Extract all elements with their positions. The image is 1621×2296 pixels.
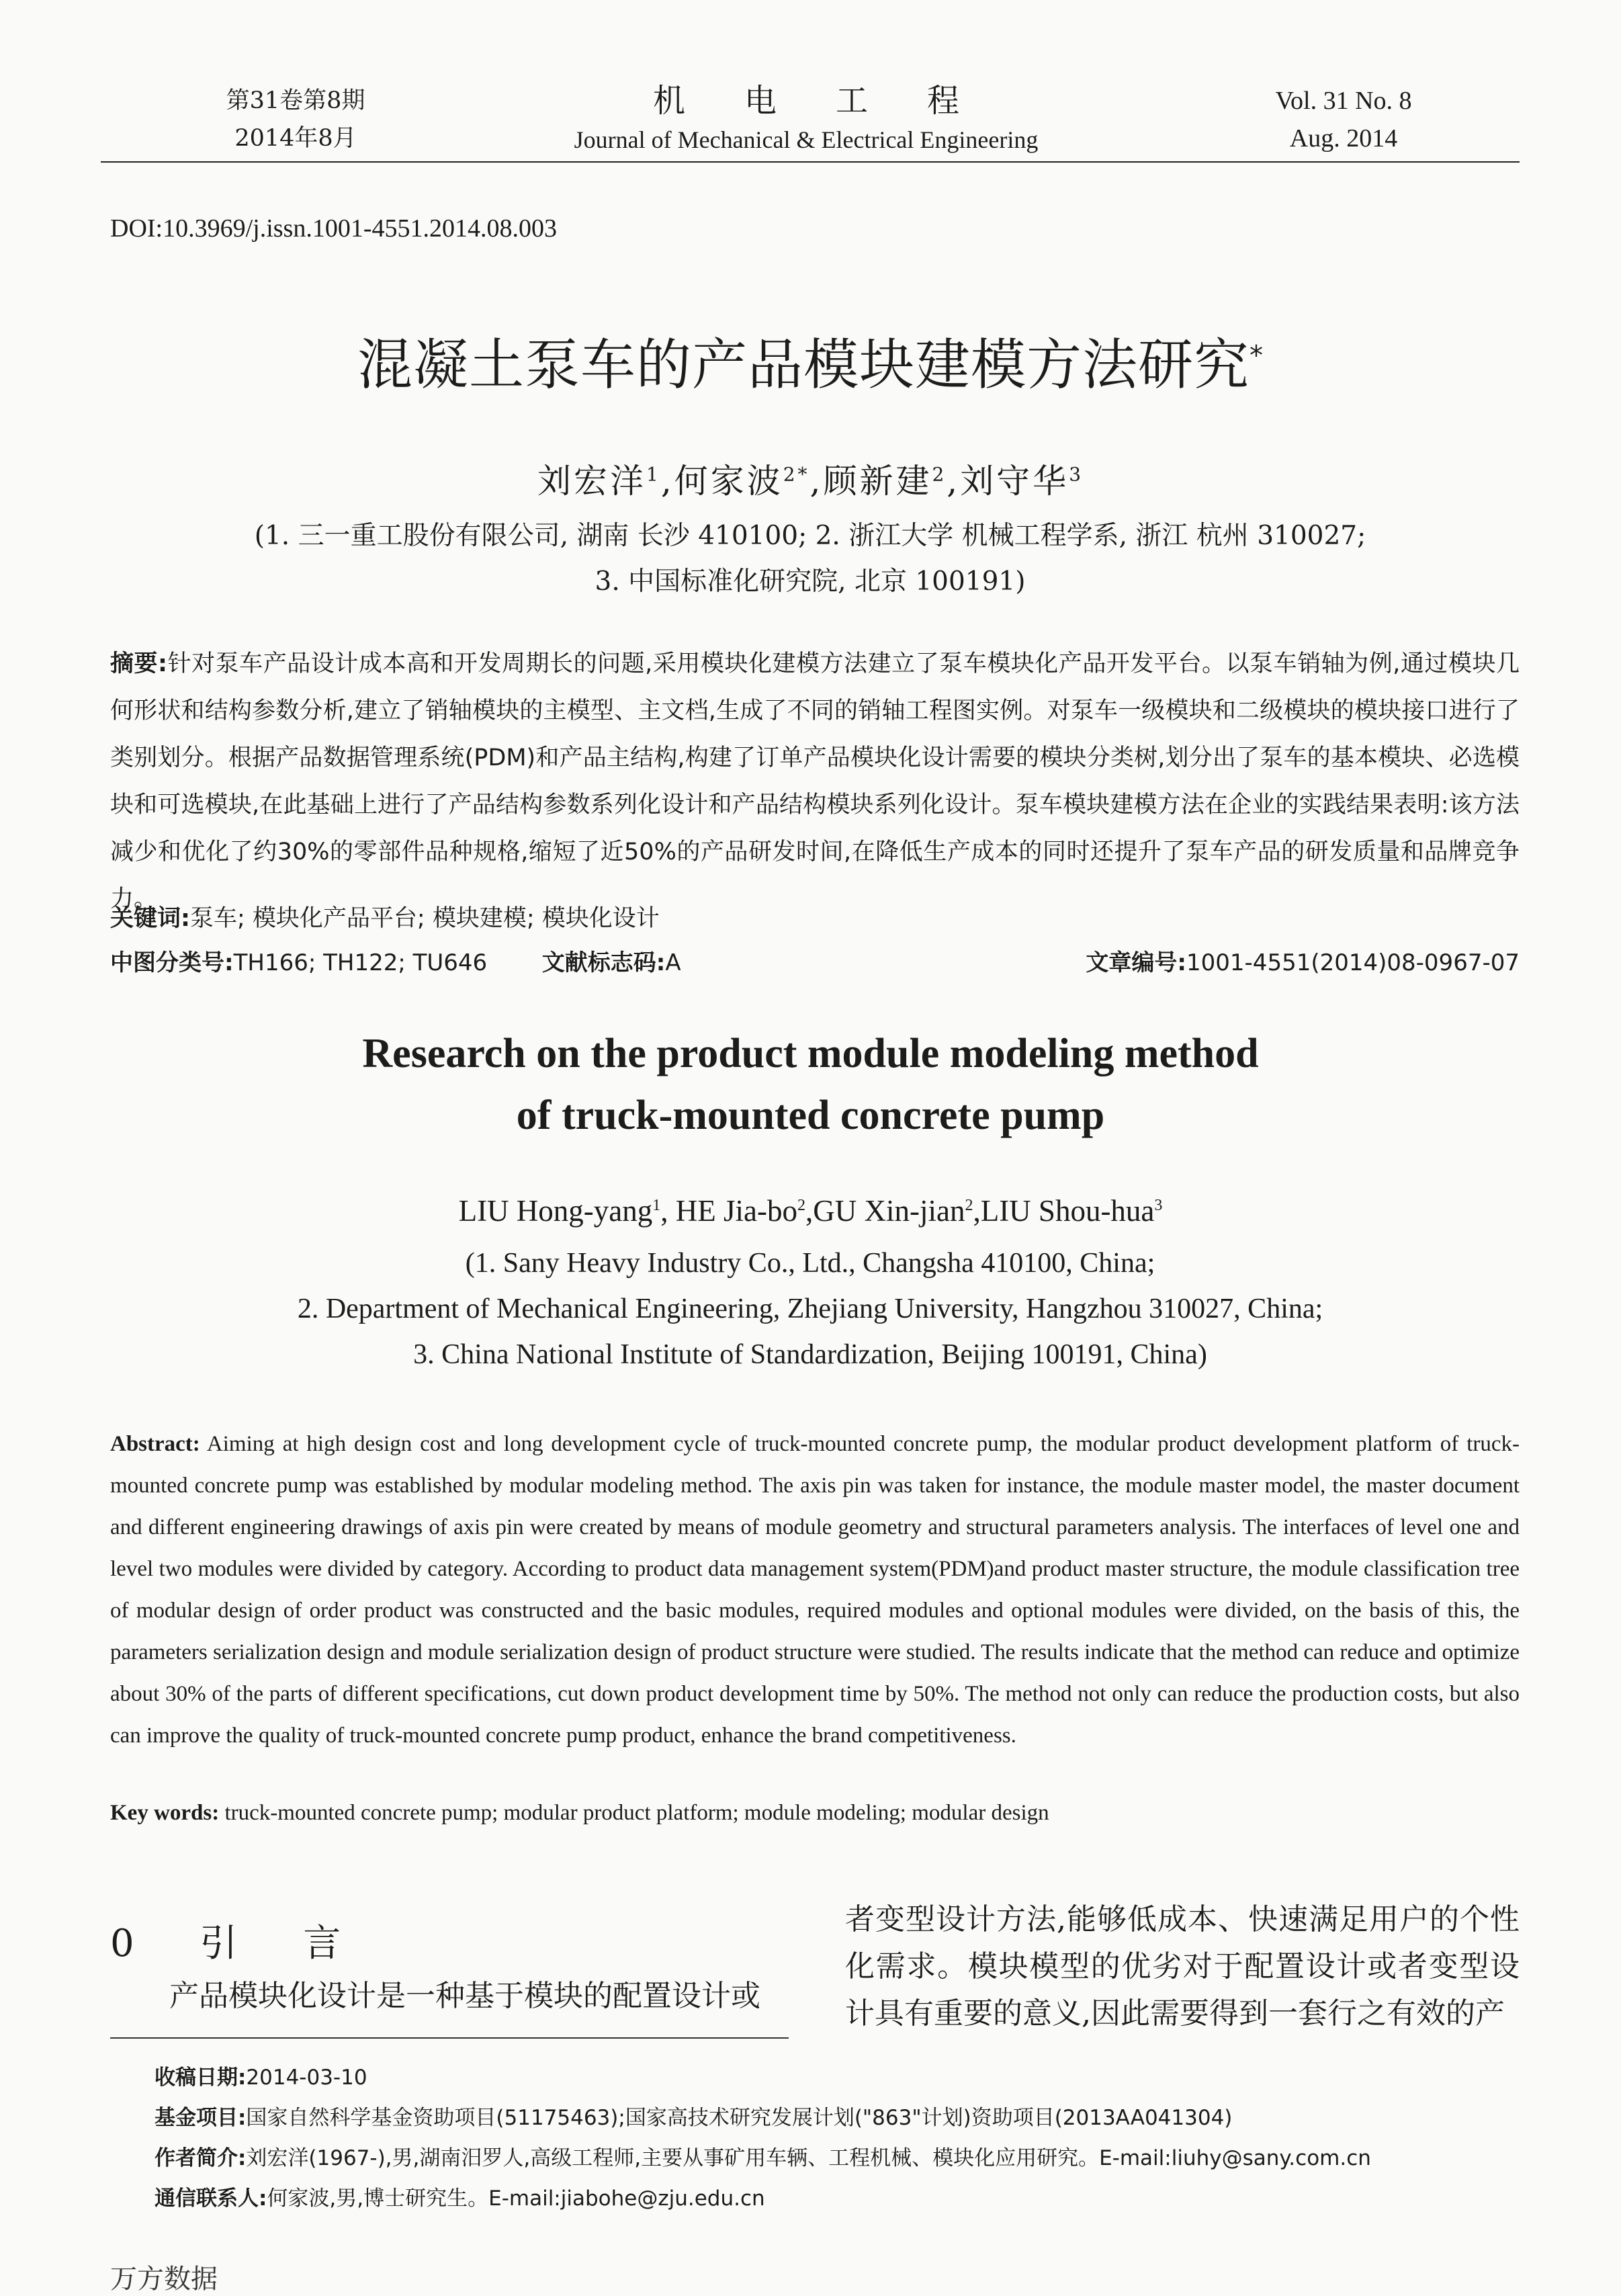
abstract-en: [110, 1423, 1520, 1756]
doc-code-value: A: [665, 949, 681, 976]
title-en-line: Research on the product module modeling method: [362, 1031, 1259, 1076]
affiliation-cn-line: (1. 三一重工股份有限公司, 湖南 长沙 410100; 2. 浙江大学 机械工程学系, 浙江 杭州 310027;: [254, 521, 1366, 551]
authors-en: [0, 1193, 1621, 1228]
footnote-received: [155, 2057, 1520, 2098]
author-sup: 2: [965, 1197, 973, 1214]
volume-issue-en: Vol. 31 No. 8: [1275, 87, 1412, 115]
footnote-fund: [155, 2098, 1520, 2138]
journal-name-cn: 机电工程: [652, 82, 1018, 120]
article-no-value: 1001-4551(2014)08-0967-07: [1186, 949, 1520, 976]
paper-title-cn: [0, 321, 1621, 400]
affiliation-cn-line: 3. 中国标准化研究院, 北京 100191): [595, 566, 1026, 597]
abstract-en-label: Abstract:: [110, 1432, 200, 1456]
watermark-text: 万方数据: [110, 2264, 218, 2295]
footnote-rule: [110, 2037, 789, 2039]
keywords-cn-text: 泵车; 模块化产品平台; 模块建模; 模块化设计: [190, 905, 660, 932]
journal-name: [470, 79, 1142, 157]
authors-cn: 刘宏洋$^1$,何家波$^{2*}$,顾新建$^2$,刘守华$^3$: [537, 462, 1084, 501]
fund-label: 基金项目:: [155, 2106, 247, 2130]
journal-name-en: Journal of Mechanical & Electrical Engineering: [574, 126, 1039, 153]
author-sup: 2: [932, 463, 947, 486]
contact-label: 通信联系人:: [155, 2186, 267, 2211]
body-text-right: 者变型设计方法,能够低成本、快速满足用户的个性化需求。模块模型的优劣对于配置设计或者变型设计具有重要的意义,因此需要得到一套行之有效的产: [845, 1902, 1520, 2031]
keywords-en-text: truck-mounted concrete pump; modular product platform; module modeling; modular design: [224, 1801, 1049, 1825]
author-cn: 何家波: [674, 462, 783, 501]
title-en-line: of truck-mounted concrete pump: [516, 1093, 1105, 1138]
article-no-label: 文章编号:: [1086, 949, 1187, 976]
author-bio-label: 作者简介:: [155, 2146, 247, 2170]
footnotes: [155, 2057, 1520, 2219]
abstract-cn-label: 摘要:: [110, 650, 168, 677]
abstract-en-text: Aiming at high design cost and long development cycle of truck-mounted concrete pump, the modular product development platform of truck-mounted concrete pump was established by modular modeling method. The axis pin was taken for instance, the module master model, the master document and different engineering drawings of axis pin were created by means of module geometry and structural parameters analysis. The interfaces of level one and level two modules were divided by category. According to product data management system(PDM)and product master structure, the module classification tree of modular design of order product was constructed and the basic modules, required modules and optional modules were divided, on the basis of this, the parameters serialization design and module serialization design of product structure were studied. The results indicate that the method can reduce and optimize about 30% of the parts of different specifications, cut down product development time by 50%. The method not only can reduce the production costs, but also can improve the quality of truck-mounted concrete pump product, enhance the brand competitiveness.: [110, 1432, 1520, 1748]
paper-title-en: [0, 1023, 1621, 1146]
contact-text: 何家波,男,博士研究生。E-mail:jiabohe@zju.edu.cn: [267, 2186, 765, 2211]
author-sup: 2: [797, 1197, 805, 1214]
footnote-author: [155, 2138, 1520, 2178]
author-cn: 顾新建: [823, 462, 932, 501]
author-en: GU Xin-jian: [813, 1194, 965, 1228]
author-sup: 3: [1154, 1197, 1163, 1214]
author-cn: 刘守华: [960, 462, 1069, 501]
author-cn: 刘宏洋: [537, 462, 646, 501]
author-en: LIU Hong-yang: [458, 1194, 653, 1228]
article-number: [1086, 944, 1520, 977]
doc-code-label: 文献标志码:: [541, 949, 666, 976]
author-separator: ,: [973, 1194, 981, 1228]
header-rule: [101, 161, 1520, 163]
fund-text: 国家自然科学基金资助项目(51175463);国家高技术研究发展计划("863"计划)资助项目(2013AA041304): [246, 2106, 1233, 2130]
affiliation-en-line: (1. Sany Heavy Industry Co., Ltd., Changsha 410100, China;: [465, 1248, 1155, 1279]
author-separator: ,: [805, 1194, 814, 1228]
author-sup: 1: [646, 463, 661, 486]
keywords-en: [110, 1801, 1049, 1826]
section-heading: 0 引 言: [110, 1922, 368, 1965]
date-cn: 2014年8月: [234, 125, 357, 152]
keywords-en-label: Key words:: [110, 1801, 220, 1825]
date-en: Aug. 2014: [1289, 124, 1398, 153]
classification-line: [110, 944, 1520, 977]
footnote-contact: [155, 2178, 1520, 2219]
issue-info-en: [1243, 82, 1444, 157]
body-text-left: 产品模块化设计是一种基于模块的配置设计或: [169, 1979, 760, 2013]
doi: DOI:10.3969/j.issn.1001-4551.2014.08.003: [110, 214, 557, 243]
affiliations-cn: [101, 513, 1520, 605]
title-cn-text: 混凝土泵车的产品模块建模方法研究: [357, 333, 1250, 397]
affiliation-en-line: 3. China National Institute of Standardization, Beijing 100191, China): [413, 1339, 1207, 1370]
issue-info: [195, 82, 396, 157]
affiliations-en: [101, 1240, 1520, 1377]
author-separator: ,: [660, 1194, 676, 1228]
keywords-cn: [110, 900, 660, 933]
title-footnote-mark: *: [1250, 340, 1264, 372]
received-label: 收稿日期:: [155, 2066, 247, 2090]
keywords-cn-label: 关键词:: [110, 905, 190, 932]
received-date: 2014-03-10: [246, 2066, 367, 2090]
author-sup: 1: [652, 1197, 661, 1214]
author-en: HE Jia-bo: [675, 1194, 797, 1228]
volume-issue-cn: 第31卷第8期: [226, 87, 365, 114]
abstract-cn-text: 针对泵车产品设计成本高和开发周期长的问题,采用模块化建模方法建立了泵车模块化产品开发平台。以泵车销轴为例,通过模块几何形状和结构参数分析,建立了销轴模块的主模型、主文档,生成了不同的销轴工程图实例。对泵车一级模块和二级模块的模块接口进行了类别划分。根据产品数据管理系统(PDM)和产品主结构,构建了订单产品模块化设计需要的模块分类树,划分出了泵车的基本模块、必选模块和可选模块,在此基础上进行了产品结构参数系列化设计和产品结构模块系列化设计。泵车模块建模方法在企业的实践结果表明:该方法减少和优化了约30%的零部件品种规格,缩短了近50%的产品研发时间,在降低生产成本的同时还提升了泵车产品的研发质量和品牌竞争力。: [110, 650, 1520, 912]
clc-value: TH166; TH122; TU646: [233, 949, 488, 976]
abstract-cn: [110, 640, 1520, 923]
author-sup: 3: [1069, 463, 1084, 486]
affiliation-en-line: 2. Department of Mechanical Engineering, Zhejiang University, Hangzhou 310027, China;: [297, 1293, 1323, 1324]
author-sup: 2*: [783, 463, 810, 486]
clc-label: 中图分类号:: [110, 949, 234, 976]
author-en: LIU Shou-hua: [980, 1194, 1155, 1228]
author-bio-text: 刘宏洋(1967-),男,湖南汨罗人,高级工程师,主要从事矿用车辆、工程机械、模块化应用研究。E-mail:liuhy@sany.com.cn: [246, 2146, 1371, 2170]
